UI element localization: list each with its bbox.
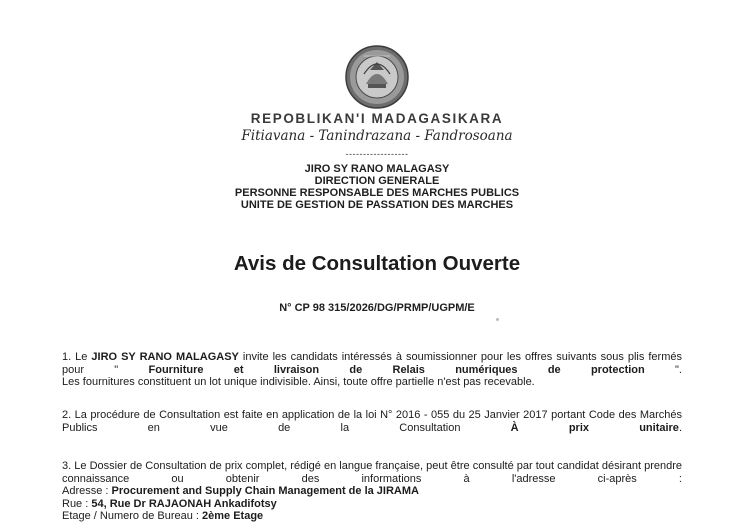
paragraph-3	[62, 460, 682, 523]
floor-value: 2ème Etage	[202, 510, 264, 522]
paragraph-2	[62, 409, 682, 434]
address-line	[62, 485, 682, 498]
street-line	[62, 498, 682, 511]
org-line-direction: DIRECTION GENERALE	[314, 175, 440, 187]
notice-reference: N° CP 98 315/2026/DG/PRMP/UGPM/E	[279, 302, 475, 314]
p1-subject: Fourniture et livraison de Relais numériques de protection	[148, 363, 645, 376]
p2-emphasis: À prix unitaire	[510, 421, 679, 434]
org-line-ugpm: UNITE DE GESTION DE PASSATION DES MARCHES	[240, 199, 514, 211]
p1-org: JIRO SY RANO MALAGASY	[91, 351, 239, 363]
scan-speck	[496, 318, 499, 321]
paragraph-1	[62, 351, 682, 389]
separator: ------------------	[345, 149, 409, 159]
address-label: Adresse :	[62, 485, 112, 497]
floor-label: Etage / Numero de Bureau :	[62, 510, 203, 522]
street-value: 54, Rue Dr RAJAONAH Ankadifotsy	[91, 497, 277, 510]
p1-suffix: ".	[644, 363, 682, 376]
p2-text: 2. La procédure de Consultation est faite en application de la loi N° 2016 - 055 du 25 Janvier 2017 portant Code des Marchés Publics en vue de la Consultation	[62, 409, 682, 434]
paragraph-1-line2: Les fournitures constituent un lot unique indivisible. Ainsi, toute offre partielle n'est pas recevable.	[62, 376, 535, 388]
national-seal	[344, 44, 410, 110]
p2-end: .	[678, 421, 682, 434]
national-motto: Fitiavana - Tanindrazana - Fandrosoana	[241, 128, 513, 144]
org-line-prmp: PERSONNE RESPONSABLE DES MARCHES PUBLICS	[234, 187, 520, 199]
paragraph-3-body: 3. Le Dossier de Consultation de prix complet, rédigé en langue française, peut être consulté par tout candidat désirant prendre connaissance ou obtenir des informations à l'adresse ci-après :	[62, 460, 682, 485]
floor-line	[62, 510, 682, 523]
street-label: Rue :	[62, 497, 92, 510]
p1-prefix: 1. Le	[62, 351, 92, 363]
p1-mid: invite les candidats intéressés à soumissionner pour les offres suivants sous plis fermés pour "	[62, 351, 682, 376]
paragraph-1-body	[62, 351, 682, 376]
org-line-company: JIRO SY RANO MALAGASY	[304, 163, 450, 175]
republic-heading: REPOBLIKAN'I MADAGASIKARA	[250, 111, 504, 126]
address-value: Procurement and Supply Chain Management de la JIRAMA	[111, 485, 419, 497]
notice-title: Avis de Consultation Ouverte	[233, 252, 521, 275]
paragraph-2-body	[62, 409, 682, 434]
